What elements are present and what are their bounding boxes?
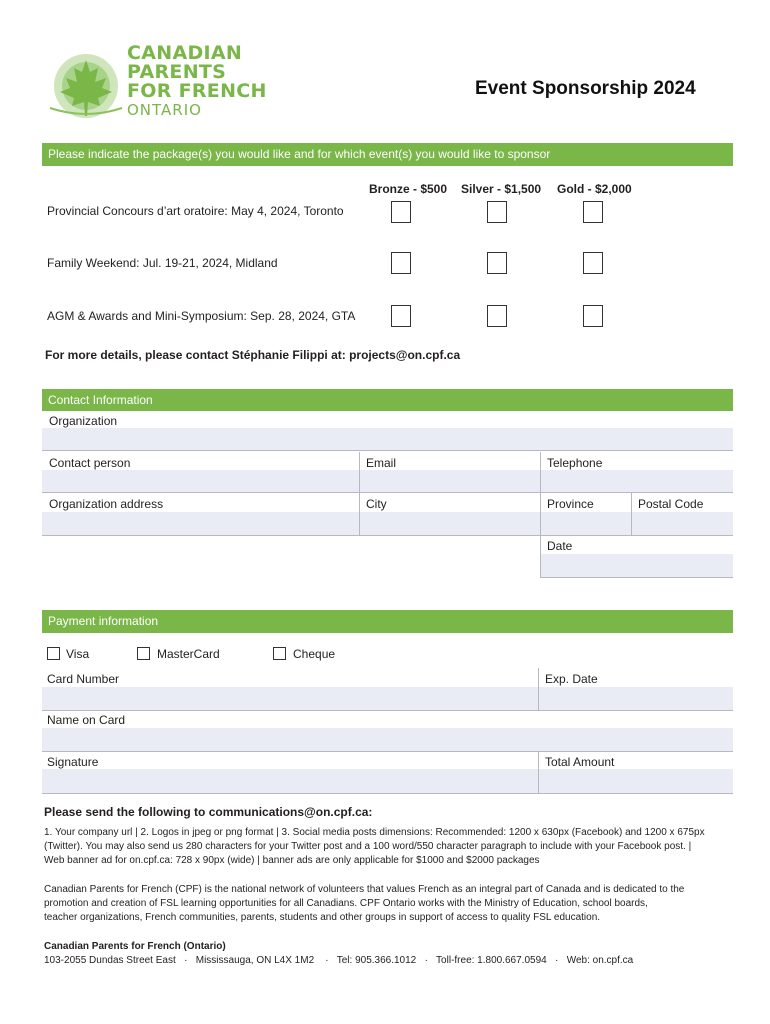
maple-leaf-logo-icon <box>40 48 132 120</box>
date-input[interactable] <box>541 554 733 578</box>
checkbox-family-gold[interactable] <box>583 252 603 274</box>
organization-input[interactable] <box>42 428 733 451</box>
mastercard-label: MasterCard <box>157 647 220 661</box>
checkbox-concours-gold[interactable] <box>583 201 603 223</box>
package-header-silver: Silver - $1,500 <box>461 182 542 196</box>
logo-line-2: PARENTS <box>127 61 227 83</box>
province-label: Province <box>547 497 594 511</box>
card-number-input[interactable] <box>42 687 538 711</box>
about-line-1: Canadian Parents for French (CPF) is the national network of volunteers that values French as an integral part of Canada and is dedicated to the <box>44 884 685 895</box>
telephone-input[interactable] <box>541 470 733 493</box>
page-title: Event Sponsorship 2024 <box>475 78 696 99</box>
event-label-agm: AGM & Awards and Mini-Symposium: Sep. 28, 2024, GTA <box>47 309 356 323</box>
send-line-2: (Twitter). You may also send us 280 characters for your Twitter post and a 100 word/550 character paragraph to include with your Facebook post. | <box>44 841 692 852</box>
checkbox-concours-silver[interactable] <box>487 201 507 223</box>
postal-code-input[interactable] <box>632 512 733 536</box>
checkbox-concours-bronze[interactable] <box>391 201 411 223</box>
send-line-1: 1. Your company url | 2. Logos in jpeg or png format | 3. Social media posts dimensions: Recommended: 1200 x 630px (Facebook) and 1200 x 675px <box>44 827 705 838</box>
checkbox-cheque[interactable] <box>273 647 286 660</box>
event-label-family-weekend: Family Weekend: Jul. 19-21, 2024, Midland <box>47 256 278 270</box>
city-input[interactable] <box>360 512 540 536</box>
checkbox-agm-bronze[interactable] <box>391 305 411 327</box>
sponsor-section-bar: Please indicate the package(s) you would like and for which event(s) you would like to sponsor <box>42 143 733 166</box>
contact-note: For more details, please contact Stéphanie Filippi at: projects@on.cpf.ca <box>45 348 461 362</box>
total-amount-input[interactable] <box>539 769 733 794</box>
email-label: Email <box>366 456 397 470</box>
total-amount-label: Total Amount <box>545 755 615 769</box>
package-header-bronze: Bronze - $500 <box>369 182 448 196</box>
logo-ontario: ONTARIO <box>127 101 202 119</box>
send-heading: Please send the following to communications@on.cpf.ca: <box>44 805 373 819</box>
signature-input[interactable] <box>42 769 538 794</box>
name-on-card-label: Name on Card <box>47 713 126 727</box>
visa-label: Visa <box>66 647 90 661</box>
about-line-2: promotion and creation of FSL learning opportunities for all Canadians. CPF Ontario works with the Ministry of Education, school boards, <box>44 898 648 909</box>
contact-person-label: Contact person <box>49 456 131 470</box>
event-label-concours: Provincial Concours d’art oratoire: May 4, 2024, Toronto <box>47 204 344 218</box>
contact-section-bar: Contact Information <box>42 389 733 411</box>
card-number-label: Card Number <box>47 672 120 686</box>
city-label: City <box>366 497 387 511</box>
footer-address: 103-2055 Dundas Street East · Mississauga, ON L4X 1M2 · Tel: 905.366.1012 · Toll-free: 1.800.667.0594 · Web: on.cpf.ca <box>44 955 634 966</box>
package-header-gold: Gold - $2,000 <box>557 182 632 196</box>
exp-date-input[interactable] <box>539 687 733 711</box>
province-input[interactable] <box>541 512 631 536</box>
checkbox-mastercard[interactable] <box>137 647 150 660</box>
checkbox-visa[interactable] <box>47 647 60 660</box>
address-label: Organization address <box>49 497 164 511</box>
telephone-label: Telephone <box>547 456 603 470</box>
checkbox-agm-silver[interactable] <box>487 305 507 327</box>
date-label: Date <box>547 539 573 553</box>
checkbox-family-bronze[interactable] <box>391 252 411 274</box>
signature-label: Signature <box>47 755 99 769</box>
footer-org: Canadian Parents for French (Ontario) <box>44 941 226 952</box>
logo-line-1: CANADIAN <box>127 42 243 64</box>
contact-person-input[interactable] <box>42 470 359 493</box>
checkbox-agm-gold[interactable] <box>583 305 603 327</box>
organization-label: Organization <box>49 414 118 428</box>
name-on-card-input[interactable] <box>42 728 733 752</box>
address-input[interactable] <box>42 512 359 536</box>
email-input[interactable] <box>360 470 540 493</box>
cheque-label: Cheque <box>293 647 336 661</box>
logo-line-3: FOR FRENCH <box>127 80 267 102</box>
about-line-3: teacher organizations, French communities, parents, students and other groups in support of access to quality FSL education. <box>44 912 601 923</box>
exp-date-label: Exp. Date <box>545 672 598 686</box>
postal-code-label: Postal Code <box>638 497 704 511</box>
logo <box>38 44 268 122</box>
send-line-3: Web banner ad for on.cpf.ca: 728 x 90px (wide) | banner ads are only applicable for $1000 and $2000 packages <box>44 855 540 866</box>
payment-section-bar: Payment information <box>42 610 733 633</box>
checkbox-family-silver[interactable] <box>487 252 507 274</box>
